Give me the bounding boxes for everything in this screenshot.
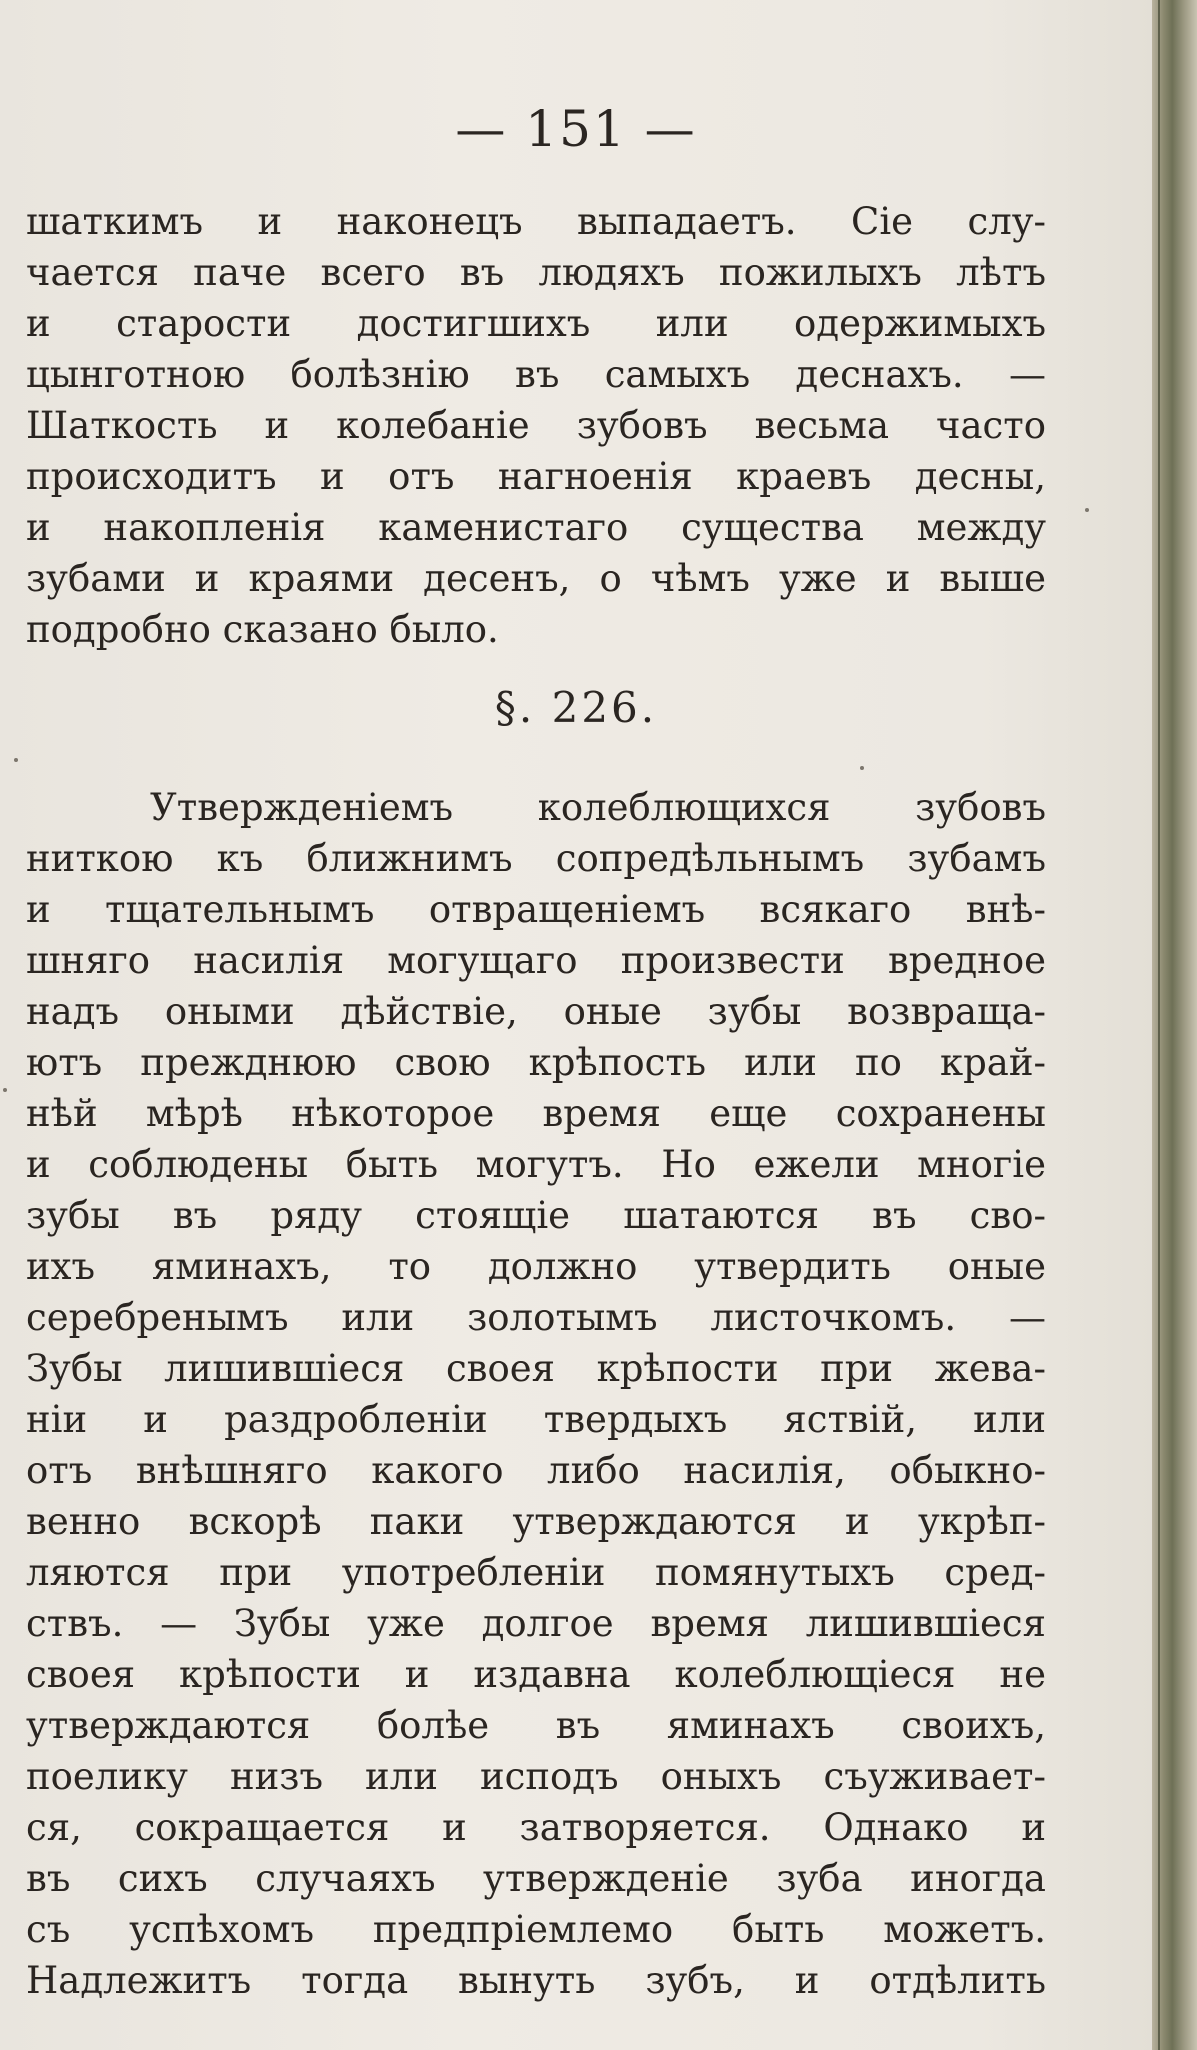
text-line: серебренымъ или золотымъ листочкомъ. —	[26, 1296, 1046, 1339]
text-line: съ успѣхомъ предпріемлемо быть можетъ.	[26, 1908, 1046, 1951]
text-line: и тщательнымъ отвращеніемъ всякаго внѣ-	[26, 888, 1046, 931]
text-line: своея крѣпости и издавна колеблющіеся не	[26, 1653, 1046, 1696]
text-line: въ сихъ случаяхъ утвержденіе зуба иногда	[26, 1857, 1046, 1900]
text-line: и накопленія каменистаго существа между	[26, 506, 1046, 549]
text-line: чается паче всего въ людяхъ пожилыхъ лѣтъ	[26, 251, 1046, 294]
text-line: венно вскорѣ паки утверждаются и укрѣп-	[26, 1500, 1046, 1543]
text-line: ствъ. — Зубы уже долгое время лишившіеся	[26, 1602, 1046, 1645]
text-line: и старости достигшихъ или одержимыхъ	[26, 302, 1046, 345]
text-line: нѣй мѣрѣ нѣкоторое время еще сохранены	[26, 1092, 1046, 1135]
text-line: зубами и краями десенъ, о чѣмъ уже и выше	[26, 557, 1046, 600]
text-line: ся, сокращается и затворяется. Однако и	[26, 1806, 1046, 1849]
text-line: и соблюдены быть могутъ. Но ежели многіе	[26, 1143, 1046, 1186]
book-binding-edge	[1152, 0, 1197, 2050]
paper-speck	[1085, 508, 1089, 512]
paper-speck	[14, 758, 18, 762]
text-line: ютъ прежднюю свою крѣпость или по край-	[26, 1041, 1046, 1084]
page-number: — 151 —	[455, 100, 697, 158]
text-line: ниткою къ ближнимъ сопредѣльнымъ зубамъ	[26, 837, 1046, 880]
text-line: Зубы лишившіеся своея крѣпости при жева-	[26, 1347, 1046, 1390]
binding-line	[1158, 0, 1160, 2050]
paper-speck	[860, 766, 864, 770]
text-line: Утвержденіемъ колеблющихся зубовъ	[150, 786, 1046, 829]
text-line: происходитъ и отъ нагноенія краевъ десны,	[26, 455, 1046, 498]
text-line: зубы въ ряду стоящіе шатаются въ сво-	[26, 1194, 1046, 1237]
paragraph-section-226	[26, 782, 1046, 2006]
text-line: ніи и раздробленіи твердыхъ яствій, или	[26, 1398, 1046, 1441]
text-line: ихъ яминахъ, то должно утвердить оные	[26, 1245, 1046, 1288]
text-line: надъ оными дѣйствіе, оные зубы возвраща-	[26, 990, 1046, 1033]
text-line: Надлежитъ тогда вынуть зубъ, и отдѣлить	[26, 1959, 1046, 2002]
paper-speck	[3, 1088, 7, 1092]
section-heading: §. 226.	[494, 683, 658, 732]
paragraph-continuation	[26, 196, 1046, 655]
text-line: шаткимъ и наконецъ выпадаетъ. Сіе слу-	[26, 200, 1046, 243]
text-line: цынготною болѣзнію въ самыхъ деснахъ. —	[26, 353, 1046, 396]
text-line: подробно сказано было.	[26, 608, 499, 651]
text-line: утверждаются болѣе въ яминахъ своихъ,	[26, 1704, 1046, 1747]
text-line: отъ внѣшняго какого либо насилія, обыкно-	[26, 1449, 1046, 1492]
text-line: Шаткость и колебаніе зубовъ весьма часто	[26, 404, 1046, 447]
text-line: ляются при употребленіи помянутыхъ сред-	[26, 1551, 1046, 1594]
text-line: шняго насилія могущаго произвести вредное	[26, 939, 1046, 982]
text-line: поелику низъ или исподъ оныхъ съуживает-	[26, 1755, 1046, 1798]
